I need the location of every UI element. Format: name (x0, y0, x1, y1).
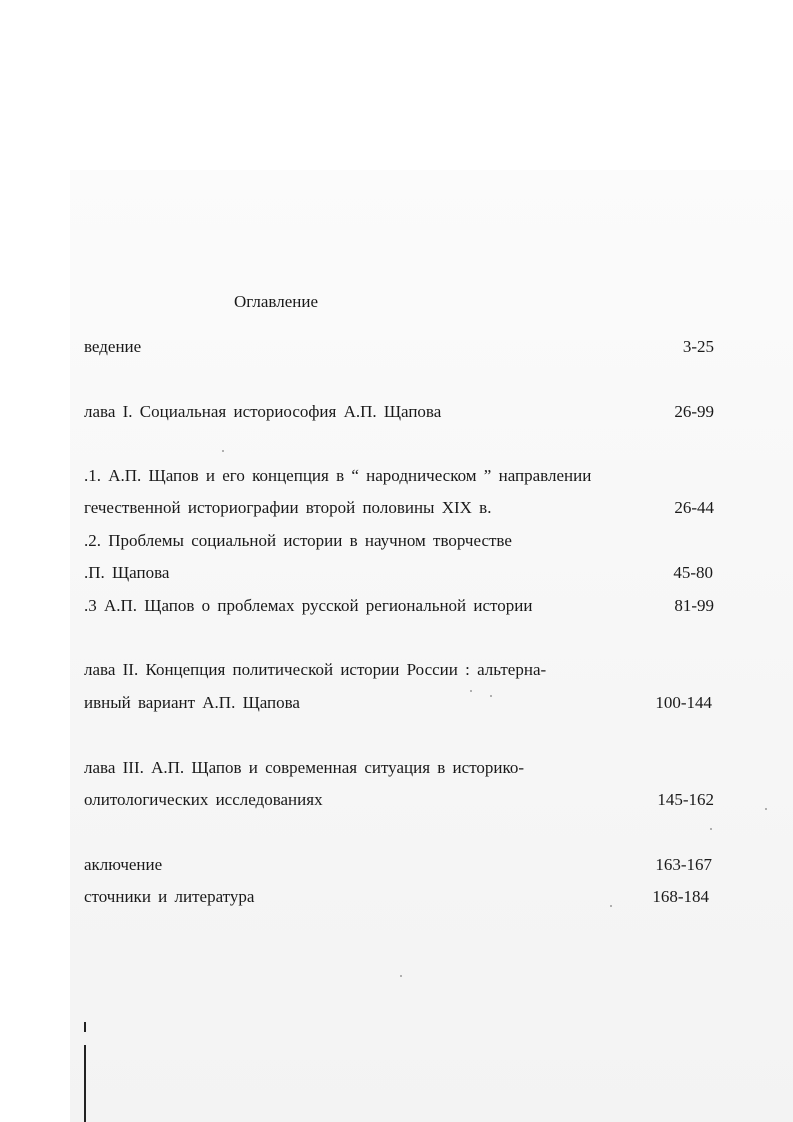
scan-speck (610, 905, 612, 907)
scan-speck (400, 975, 402, 977)
toc-entry-text: аключение (84, 855, 163, 874)
toc-entry-page: 168-184 (652, 887, 709, 906)
scan-speck (490, 695, 492, 697)
toc-entry-page: 26-99 (674, 402, 714, 421)
scan-background (70, 170, 793, 1122)
toc-entry-text: сточники и литература (84, 887, 255, 906)
toc-entry-text: ивный вариант А.П. Щапова (84, 693, 300, 712)
toc-entry-text: .П. Щапова (84, 563, 170, 582)
toc-entry-text: .3 А.П. Щапов о проблемах русской региональной истории (84, 596, 533, 615)
toc-entry-text: гечественной историографии второй половины XIX в. (84, 498, 492, 517)
toc-entry-page: 26-44 (674, 498, 714, 517)
toc-entry-page: 163-167 (655, 855, 712, 874)
toc-entry-text: ведение (84, 337, 142, 356)
scan-edge-line (84, 1045, 86, 1122)
toc-entry-page: 3-25 (682, 337, 714, 356)
toc-entry-page: 45-80 (673, 563, 713, 582)
scan-edge-mark (84, 1022, 86, 1032)
toc-entry-page: 100-144 (655, 693, 712, 712)
scan-speck (470, 690, 472, 692)
scan-speck (765, 808, 767, 810)
toc-entry-text: .2. Проблемы социальной истории в научном творчестве (84, 531, 512, 550)
toc-entry-text: лава III. А.П. Щапов и современная ситуация в историко- (84, 758, 525, 777)
toc-entry-text: .1. А.П. Щапов и его концепция в “ народническом ” направлении (84, 466, 592, 485)
toc-entry-page: 81-99 (674, 596, 714, 615)
scan-speck (222, 450, 224, 452)
scan-speck (710, 828, 712, 830)
toc-entry-text: лава II. Концепция политической истории России : альтерна- (84, 660, 547, 679)
toc-entry-page: 145-162 (657, 790, 714, 809)
toc-entry-text: лава I. Социальная историософия А.П. Щапова (84, 402, 442, 421)
toc-title: Оглавление (234, 292, 318, 311)
toc-entry-text: олитологических исследованиях (84, 790, 323, 809)
